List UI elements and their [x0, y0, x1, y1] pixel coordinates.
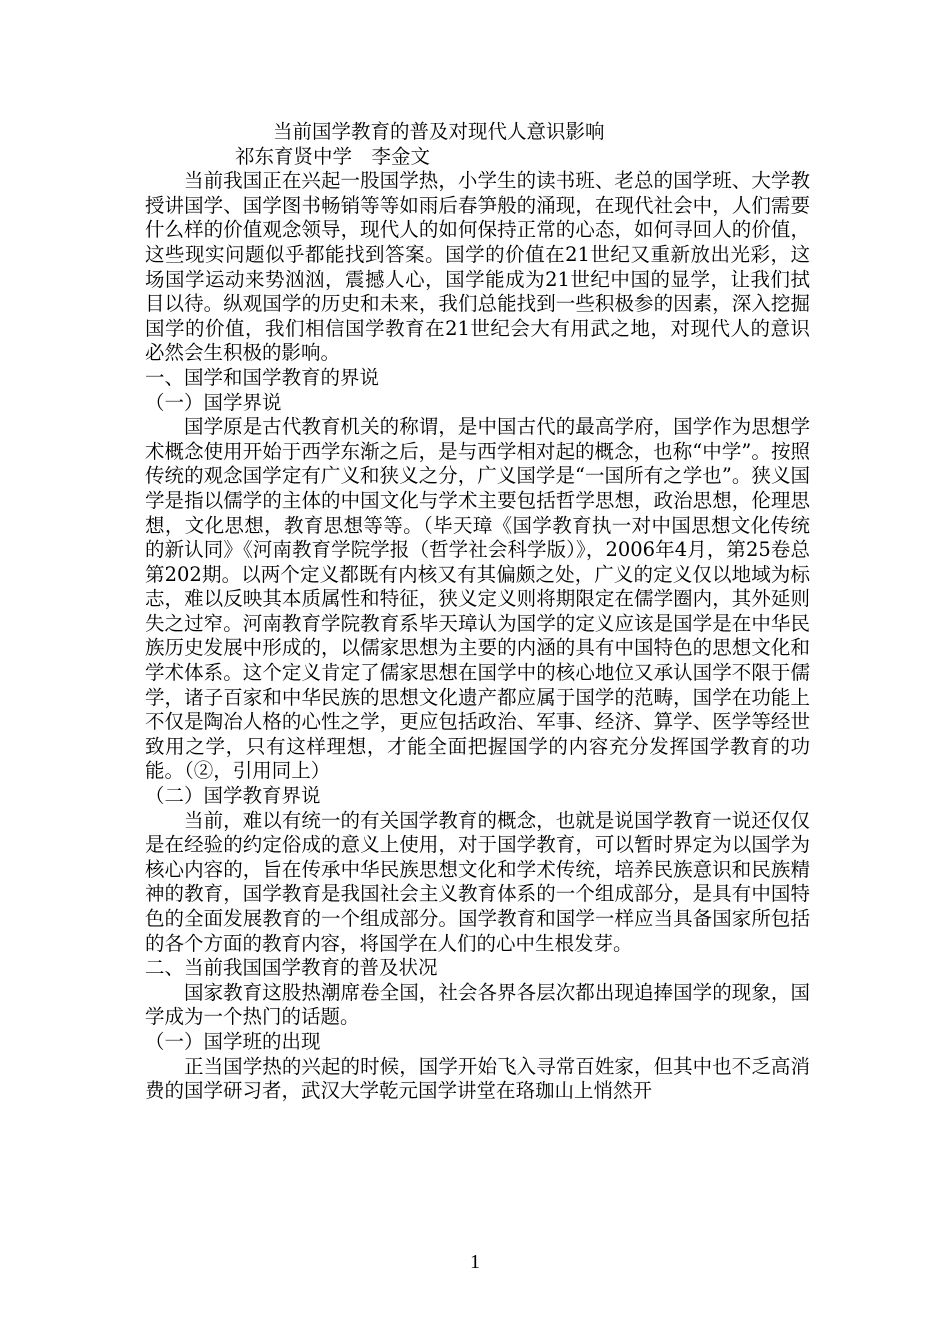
- section-2-heading: 二、当前我国国学教育的普及状况: [145, 956, 438, 980]
- section-1-sub-1-paragraph: 国学原是古代教育机关的称谓，是中国古代的最高学府，国学作为思想学术概念使用开始于西学东渐之后，是与西学相对起的概念，也称“中学”。按照传统的观念国学定有广义和狭义之分，广义国学是“一国所有之学也”。狭义国学是指以儒学的主体的中国文化与学术主要包括哲学思想，政治思想，伦理思想，文化思想，教育思想等等。（毕天璋《国学教育执一对中国思想文化传统的新认同》《河南教育学院学报（哲学社会科学版）》，2006年4月，第25卷总第202期。以两个定义都既有内核又有其偏颇之处，广义的定义仅以地域为标志，难以反映其本质属性和特征，狭义定义则将期限定在儒学圈内，其外延则失之过窄。河南教育学院教育系毕天璋认为国学的定义应该是国学是在中华民族历史发展中形成的，以儒家思想为主要的内涵的具有中国特色的思想文化和学术体系。这个定义肯定了儒家思想在国学中的核心地位又承认国学不限于儒学，诸子百家和中华民族的思想文化遗产都应属于国学的范畴，国学在功能上不仅是陶冶人格的心性之学，更应包括政治、军事、经济、算学、医学等经世致用之学，只有这样理想，才能全面把握国学的内容充分发挥国学教育的功能。（②，引用同上）: [145, 415, 810, 783]
- section-1-subheading-2: （二）国学教育界说: [145, 784, 321, 808]
- section-2-sub-1-paragraph: 正当国学热的兴起的时候，国学开始飞入寻常百姓家，但其中也不乏高消费的国学研习者，武汉大学乾元国学讲堂在珞珈山上悄然开: [145, 1054, 810, 1103]
- intro-paragraph: 当前我国正在兴起一股国学热，小学生的读书班、老总的国学班、大学教授讲国学、国学图书畅销等等如雨后春笋般的涌现，在现代社会中，人们需要什么样的价值观念领导，现代人的如何保持正常的心态，如何寻回人的价值，这些现实问题似乎都能找到答案。国学的价值在21世纪又重新放出光彩，这场国学运动来势汹汹，震撼人心，国学能成为21世纪中国的显学，让我们拭目以待。纵观国学的历史和未来，我们总能找到一些积极参的因素，深入挖掘国学的价值，我们相信国学教育在21世纪会大有用武之地，对现代人的意识必然会生积极的影响。: [145, 169, 810, 365]
- section-1-subheading-1: （一）国学界说: [145, 390, 282, 414]
- section-1-heading: 一、国学和国学教育的界说: [145, 365, 380, 389]
- section-2-subheading-1: （一）国学班的出现: [145, 1029, 321, 1053]
- page-number: 1: [470, 1251, 480, 1273]
- section-1-sub-2-paragraph: 当前，难以有统一的有关国学教育的概念，也就是说国学教育一说还仅仅是在经验的约定俗成的意义上使用，对于国学教育，可以暂时界定为以国学为核心内容的，旨在传承中华民族思想文化和学术传统，培养民族意识和民族精神的教育，国学教育是我国社会主义教育体系的一个组成部分，是具有中国特色的全面发展教育的一个组成部分。国学教育和国学一样应当具备国家所包括的各个方面的教育内容，将国学在人们的心中生根发芽。: [145, 808, 810, 955]
- document-title: 当前国学教育的普及对现代人意识影响: [273, 120, 605, 143]
- section-2-paragraph: 国家教育这股热潮席卷全国，社会各界各层次都出现追捧国学的现象，国学成为一个热门的话题。: [145, 980, 810, 1029]
- document-author: 祁东育贤中学 李金文: [235, 144, 431, 168]
- document-body: [145, 120, 810, 1104]
